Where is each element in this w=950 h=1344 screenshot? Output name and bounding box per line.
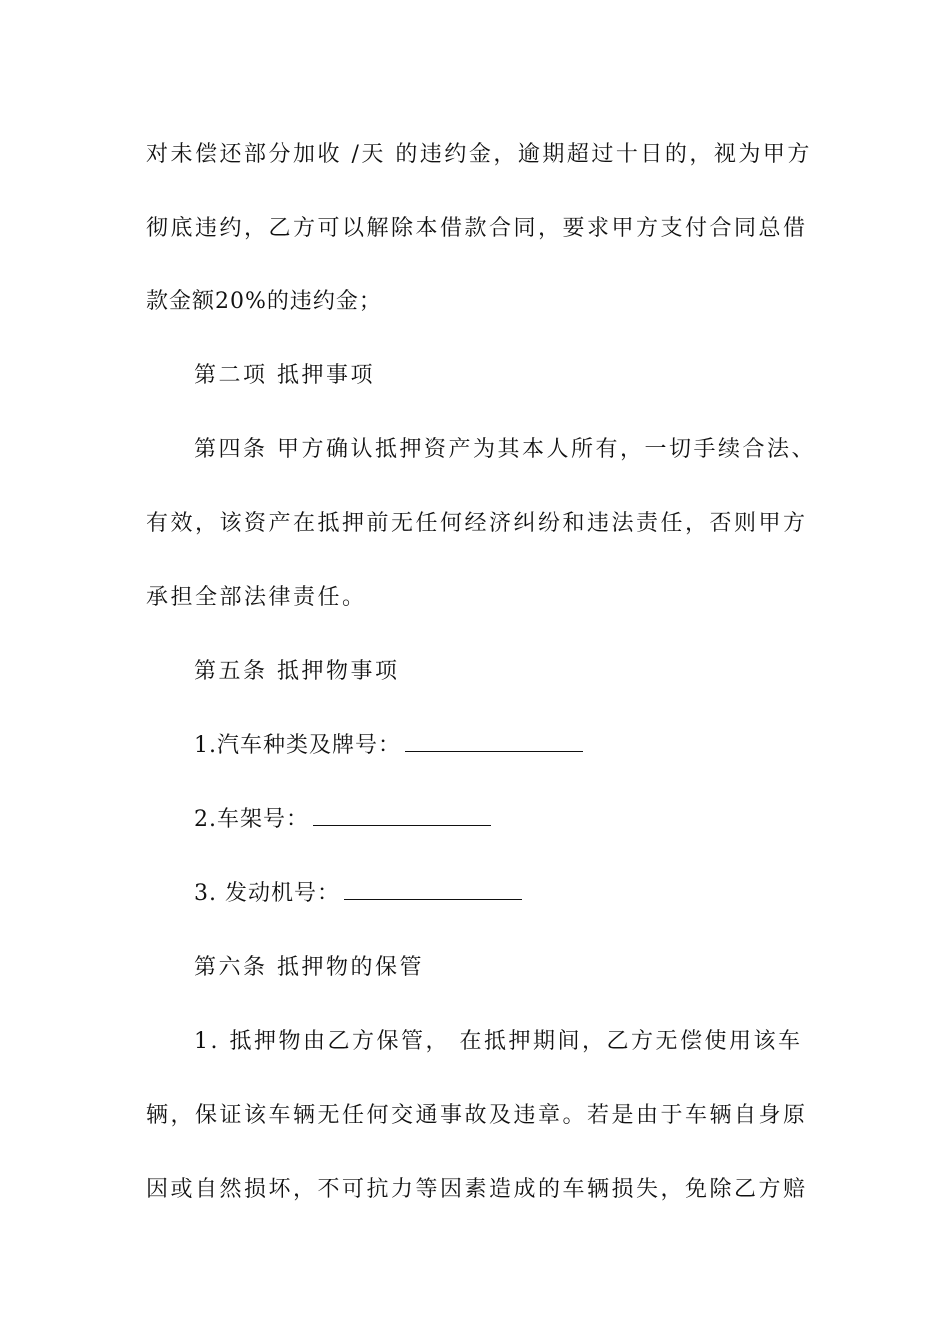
paragraph-line: 款金额20%的违约金； bbox=[146, 289, 382, 314]
article-heading: 第六条 抵押物的保管 bbox=[194, 955, 424, 980]
field-label: 3. 发动机号： bbox=[194, 881, 340, 906]
paragraph-line: 1. 抵押物由乙方保管， 在抵押期间，乙方无偿使用该车 bbox=[194, 1029, 803, 1054]
field-label: 1.汽车种类及牌号： bbox=[194, 733, 401, 758]
fill-in-blank bbox=[313, 805, 491, 826]
fill-in-blank bbox=[405, 731, 583, 752]
paragraph-line: 对未偿还部分加收 /天 的违约金，逾期超过十日的，视为甲方 bbox=[146, 142, 812, 167]
form-field-vehicle-type bbox=[194, 731, 854, 761]
paragraph-line: 第四条 甲方确认抵押资产为其本人所有，一切手续合法、 bbox=[194, 437, 816, 462]
paragraph-line: 有效，该资产在抵押前无任何经济纠纷和违法责任，否则甲方 bbox=[146, 511, 808, 536]
paragraph-line: 承担全部法律责任。 bbox=[146, 585, 367, 610]
field-label: 2.车架号： bbox=[194, 807, 309, 832]
form-field-engine-number bbox=[194, 879, 854, 909]
paragraph-line: 辆，保证该车辆无任何交通事故及违章。若是由于车辆自身原 bbox=[146, 1103, 808, 1128]
article-heading: 第五条 抵押物事项 bbox=[194, 659, 400, 684]
fill-in-blank bbox=[344, 879, 522, 900]
paragraph-line: 因或自然损坏，不可抗力等因素造成的车辆损失，免除乙方赔 bbox=[146, 1177, 808, 1202]
paragraph-line: 彻底违约，乙方可以解除本借款合同，要求甲方支付合同总借 bbox=[146, 216, 808, 241]
form-field-vin bbox=[194, 805, 854, 835]
section-heading: 第二项 抵押事项 bbox=[194, 363, 375, 388]
